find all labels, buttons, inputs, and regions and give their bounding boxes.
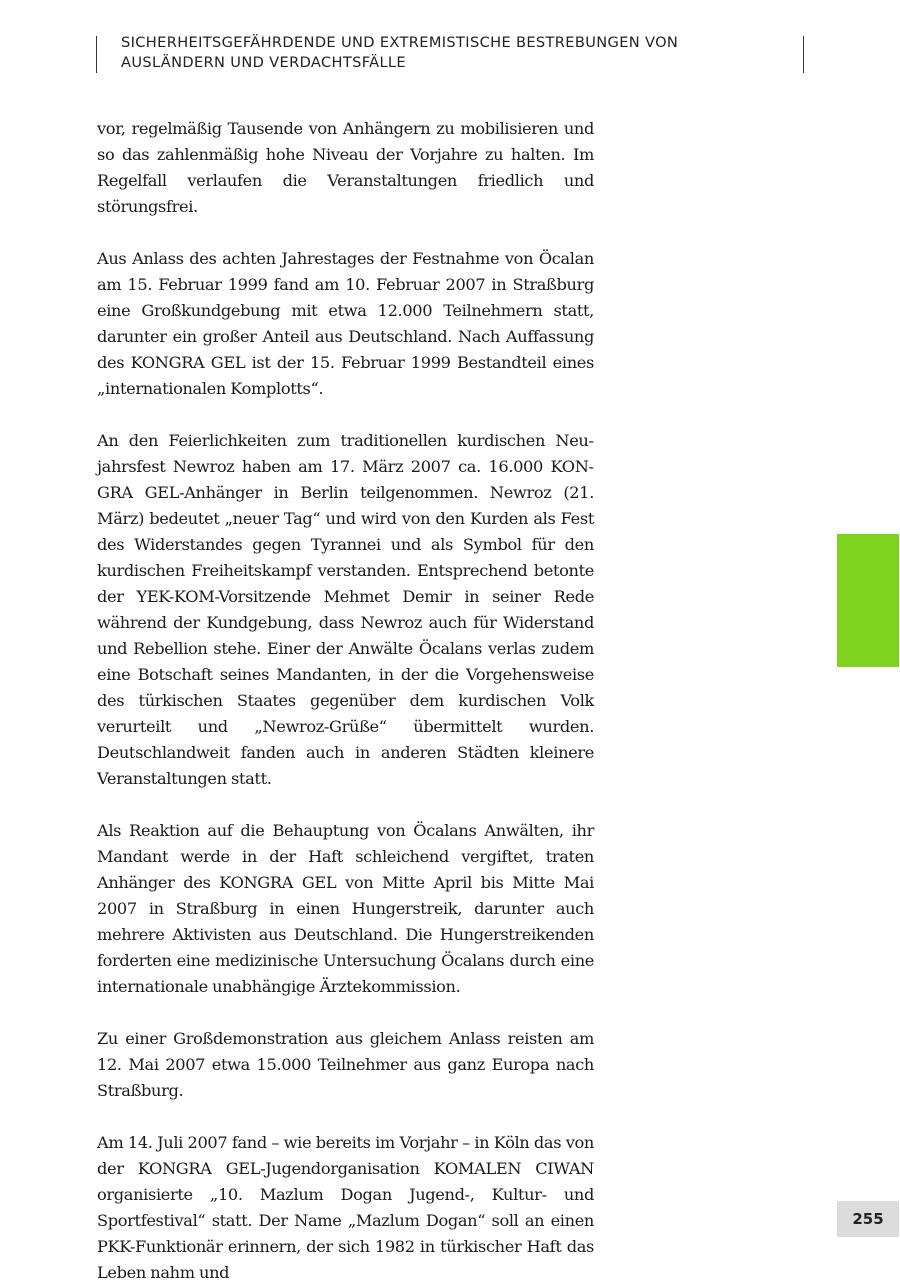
running-header <box>96 36 804 73</box>
page-number: 255 <box>837 1201 899 1237</box>
paragraph: Am 14. Juli 2007 fand – wie bereits im Vorjahr – in Köln das von der KONGRA GEL-Jugendorganisation KOMALEN CIWAN organisierte „10. Mazlum Dogan Jugend-, Kultur- und Sportfestival“ statt. Der Name „Mazlum Dogan“ soll an einen PKK-Funktionär erinnern, der sich 1982 in türkischer Haft das Leben nahm und <box>97 1133 594 1282</box>
paragraph: An den Feierlichkeiten zum traditionellen kurdischen Neujahrsfest Newroz haben am 17. März 2007 ca. 16.000 KONGRA GEL-Anhänger in Berlin teilgenommen. Newroz (21. März) bedeutet „neuer Tag“ und wird von den Kurden als Fest des Widerstandes gegen Tyrannei und als Symbol für den kurdischen Freiheitskampf verstanden. Entsprechend betonte der YEK-KOM-Vorsitzende Mehmet Demir in seiner Rede während der Kundgebung, dass Newroz auch für Widerstand und Rebellion stehe. Einer der Anwälte Öcalans verlas zudem eine Botschaft seines Mandanten, in der die Vorgehensweise des türkischen Staates gegenüber dem kurdischen Volk verurteilt und „Newroz-Grüße“ übermittelt wurden. Deutschlandweit fanden auch in anderen Städten kleinere Veranstaltungen statt. <box>97 431 594 788</box>
body-text <box>97 116 594 1286</box>
paragraph: vor, regelmäßig Tausende von Anhängern zu mobilisieren und so das zahlenmäßig hohe Niveau der Vorjahre zu halten. Im Regelfall verlaufen die Veranstaltungen friedlich und störungsfrei. <box>97 119 594 216</box>
paragraph: Aus Anlass des achten Jahrestages der Festnahme von Öcalan am 15. Februar 1999 fand am 10. Februar 2007 in Straßburg eine Großkundgebung mit etwa 12.000 Teilnehmern statt, darunter ein großer Anteil aus Deutschland. Nach Auffassung des KONGRA GEL ist der 15. Februar 1999 Bestandteil eines „internationalen Komplotts“. <box>97 249 594 398</box>
section-tab-marker <box>837 534 899 667</box>
running-header-line-1: SICHERHEITSGEFÄHRDENDE UND EXTREMISTISCHE BESTREBUNGEN VON <box>121 34 679 51</box>
paragraph: Als Reaktion auf die Behauptung von Öcalans Anwälten, ihr Mandant werde in der Haft schleichend vergiftet, traten Anhänger des KONGRA GEL von Mitte April bis Mitte Mai 2007 in Straßburg in einen Hungerstreik, darunter auch mehrere Aktivisten aus Deutschland. Die Hungerstreikenden forderten eine medizinische Untersuchung Öcalans durch eine internationale unabhängige Ärztekommission. <box>97 821 594 996</box>
running-header-line-2: AUSLÄNDERN UND VERDACHTSFÄLLE <box>121 54 406 71</box>
running-header-text <box>121 33 781 73</box>
paragraph: Zu einer Großdemonstration aus gleichem Anlass reisten am 12. Mai 2007 etwa 15.000 Teilnehmer aus ganz Europa nach Straßburg. <box>97 1029 594 1100</box>
